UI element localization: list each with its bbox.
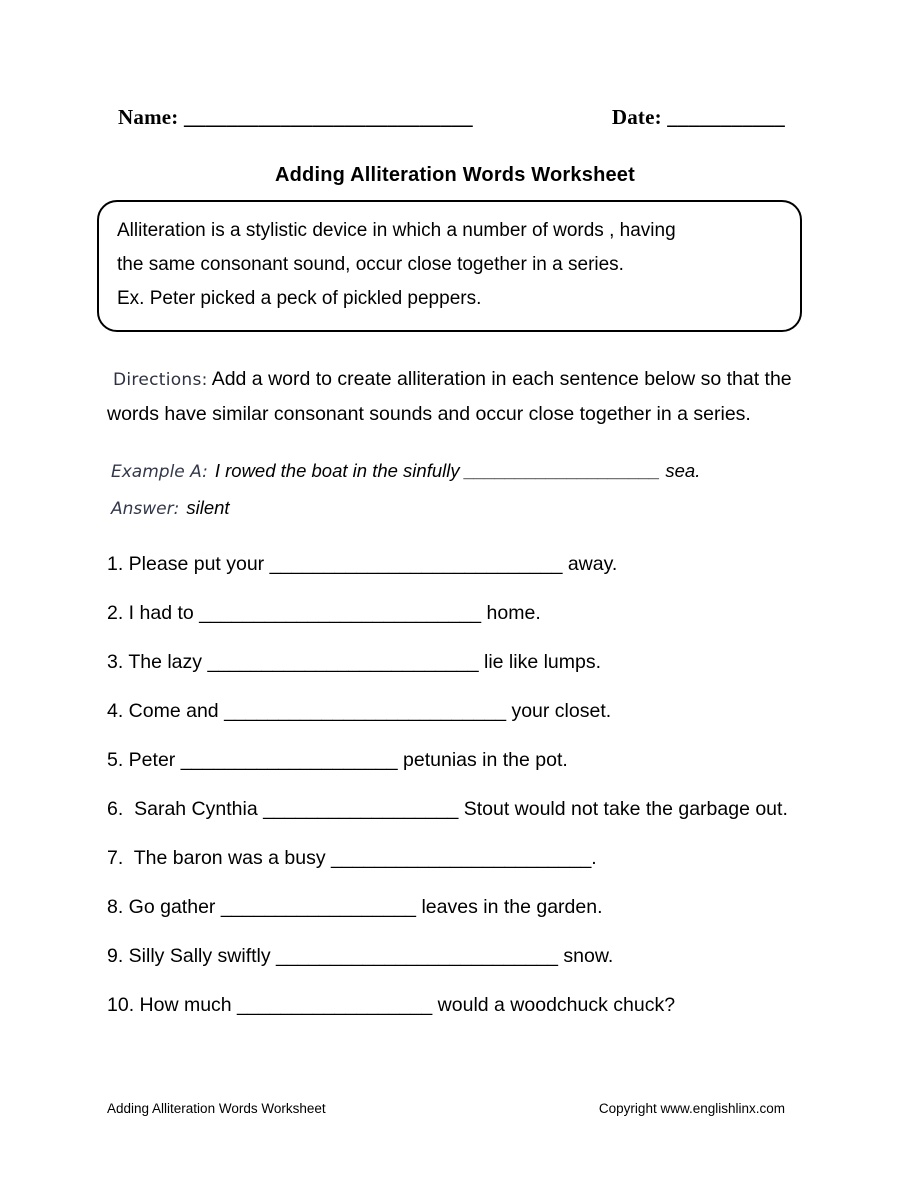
worksheet-content [0,362,910,1022]
date-blank-line: ___________ [667,105,785,129]
definition-box [97,200,802,332]
footer-copyright: Copyright www.englishlinx.com [598,1101,785,1116]
question-item-10: 10. How much __________________ would a woodchuck chuck? [107,994,676,1016]
example-label: Example A: [111,462,208,482]
definition-line-2: the same consonant sound, occur close together in a series. [117,254,624,275]
name-date-row [0,0,910,130]
definition-line-3: Ex. Peter picked a peck of pickled peppers. [117,288,482,309]
question-item-3: 3. The lazy _________________________ lie like lumps. [107,651,602,673]
question-item-5: 5. Peter ____________________ petunias in the pot. [107,749,568,771]
date-label: Date: [611,105,668,129]
example-block [107,453,800,527]
answer-row [107,490,800,527]
directions-label: Directions: [113,370,208,390]
question-item-2: 2. I had to __________________________ home. [107,602,541,624]
definition-line-1: Alliteration is a stylistic device in which a number of words , having [117,220,676,241]
question-item-8: 8. Go gather __________________ leaves in the garden. [107,896,603,918]
question-item-7: 7. The baron was a busy ________________________. [107,847,597,869]
example-text: I rowed the boat in the sinfully ___________________ sea. [214,460,701,481]
directions-text: Add a word to create alliteration in each sentence below so that the words have similar consonant sounds and occur close together in a series. [107,368,792,425]
page-title: Adding Alliteration Words Worksheet [275,164,635,186]
name-blank-line: ___________________________ [183,105,473,129]
directions-paragraph [107,362,800,431]
question-item-1: 1. Please put your ___________________________ away. [107,553,618,575]
answer-text: silent [186,497,230,518]
question-item-9: 9. Silly Sally swiftly __________________________ snow. [107,945,614,967]
date-field [612,105,785,130]
question-item-4: 4. Come and __________________________ your closet. [107,700,612,722]
example-row [107,453,800,490]
question-list [107,548,800,1022]
name-label: Name: [118,105,184,129]
name-field [118,105,473,130]
answer-label: Answer: [111,499,180,519]
footer-title: Adding Alliteration Words Worksheet [107,1101,326,1116]
page-footer [0,1101,910,1116]
question-item-6: 6. Sarah Cynthia __________________ Stout would not take the garbage out. [107,798,788,820]
